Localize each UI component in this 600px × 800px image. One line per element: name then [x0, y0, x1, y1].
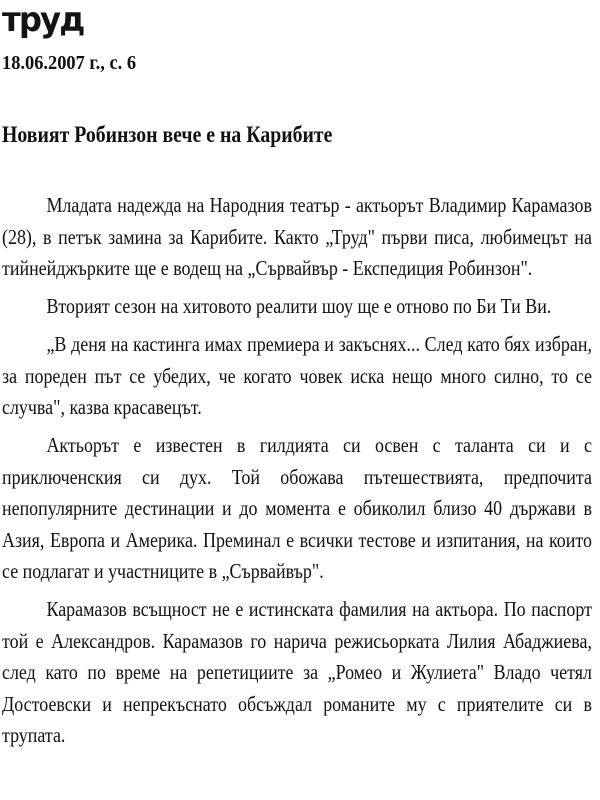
article-headline: Новият Робинзон вече е на Карибите: [2, 122, 333, 147]
article-paragraph: Актьорът е известен в гилдията си освен с таланта си и с приключенския си дух. Той обожава пътешествията, предпочита непопулярните дестинации и до момента е обиколил близо 40 държави в Азия, Европа и Америка. Преминал е всички тестове и изпитания, на които се подлагат и участниците в „Сървайвър".: [2, 433, 592, 583]
article-paragraph: Младата надежда на Народния театър - актьорът Владимир Карамазов (28), в петък замина за Карибите. Както „Труд" първи писа, любимецът на тийнейджърките ще е водещ на „Сървайвър - Експедиция Робинзон".: [2, 193, 592, 280]
article-body: [2, 190, 592, 758]
article-paragraph: Карамазов всъщност не е истинската фамилия на актьора. По паспорт той е Александров. Карамазов го нарича режисьорката Лилия Абаджиева, след като по време на репетициите за „Ромео и Жулиета" Владо четял Достоевски и непрекъснато обсъждал романите му с приятелите си в трупата.: [2, 597, 592, 747]
article-paragraph: „В деня на кастинга имах премиера и закъснях... След като бях избран, за пореден път се убедих, че когато човек иска нещо много силно, то се случва", казва красавецът.: [2, 332, 592, 419]
dateline: 18.06.2007 г., с. 6: [2, 52, 137, 74]
publication-logo: труд: [2, 0, 84, 40]
article-paragraph: Вторият сезон на хитовото реалити шоу ще е отново по Би Ти Ви.: [46, 294, 552, 318]
